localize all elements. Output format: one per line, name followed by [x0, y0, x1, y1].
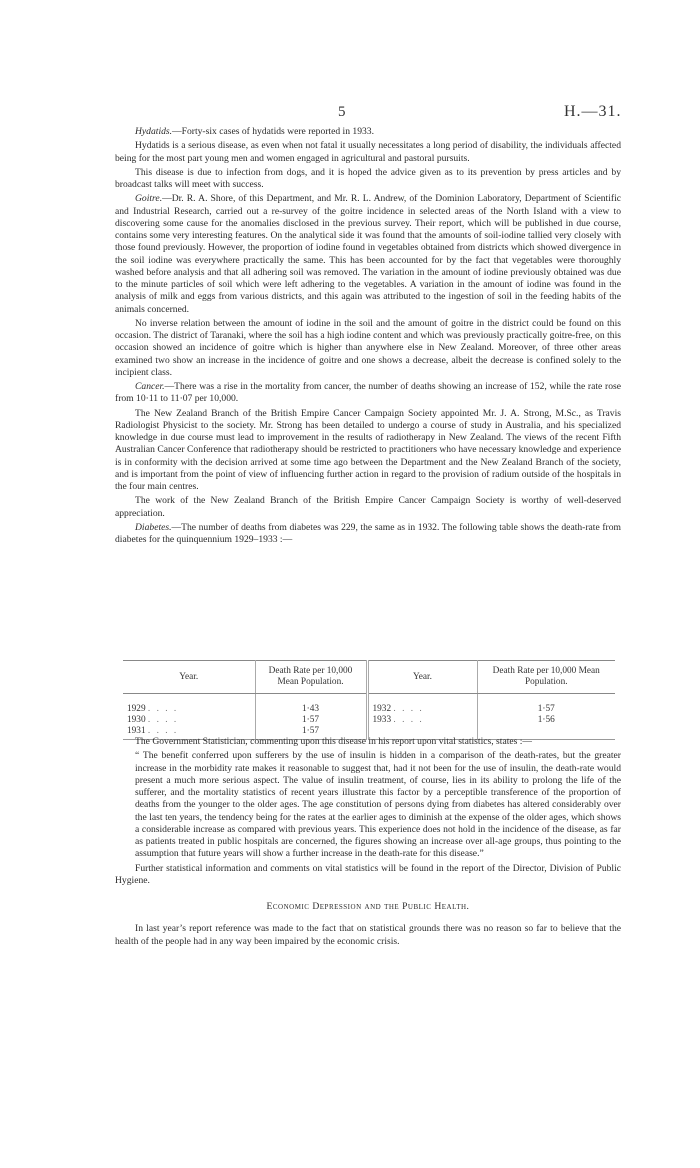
cancer-paragraph-3: The work of the New Zealand Branch of the British Empire Cancer Campaign Society is worthy of well-deserved appreciation.	[115, 495, 621, 519]
table-row: 1931 . . . . 1·57	[123, 726, 615, 740]
table-row: 1930 . . . . 1·57 1933 . . . . 1·56	[123, 715, 615, 726]
main-text	[115, 126, 621, 546]
diabetes-heading: Diabetes.	[135, 521, 172, 533]
column-header-rate-right: Death Rate per 10,000 Mean Population.	[477, 661, 615, 694]
cancer-heading: Cancer.	[135, 381, 165, 392]
rate-cell: 1·56	[537, 715, 555, 725]
year-cell: 1929	[127, 704, 146, 714]
statistician-quote: “ The benefit conferred upon sufferers by the use of insulin is hidden in a comparison of the death-rates, but the greater increase in the morbidity rate makes it reasonable to suggest that, had it not been for the use of insulin, the death-rate would present a much more serious aspect. The value of insulin treatment, of course, lies in its ability to prolong the life of the sufferer, and the mortality statistics of recent years illustrate this factor by a perceptible transference of the proportion of deaths from the younger to the older ages. The age constitution of persons dying from diabetes has altered considerably over the last ten years, the tendency being for the rates at the earlier ages to diminish at the expense of the older ages, which shows a considerable increase as compared with previous years. This experience does not hold in the incidence of the disease, as far as patients treated in public hospitals are concerned, the figures showing an increase over all-age groups, thus pointing to the assumption that future years will show a further increase in the death-rate for this disease.”	[135, 750, 621, 860]
lower-text	[115, 736, 621, 948]
hydatids-paragraph-3: This disease is due to infection from dogs, and it is hoped the advice given as to its prevention by press articles and by broadcast talks will meet with success.	[115, 166, 621, 190]
further-info-paragraph: Further statistical information and comments on vital statistics will be found in the report of the Director, Division of Public Hygiene.	[115, 862, 621, 886]
column-header-rate-left: Death Rate per 10,000 Mean Population.	[255, 661, 367, 694]
hydatids-paragraph-2: Hydatids is a serious disease, as even when not fatal it usually necessitates a long period of disability, the individuals affected being for the most part young men and women engaged in agricultural and pastoral pursuits.	[115, 140, 621, 164]
goitre-heading: Goitre.	[135, 193, 163, 205]
rate-cell: 1·57	[255, 726, 367, 740]
diabetes-death-rate-table	[123, 660, 615, 740]
economic-paragraph: In last year’s report reference was made to the fact that on statistical grounds there was no reason so far to believe that the health of the people had in any way been impaired by the economic crisis.	[115, 923, 621, 947]
year-cell: 1931	[127, 726, 146, 736]
rate-cell: 1·57	[255, 715, 367, 726]
goitre-paragraph: Goitre.—Dr. R. A. Shore, of this Department, and Mr. R. L. Andrew, of the Dominion Laboratory, Department of Scientific and Industrial Research, carried out a re-survey of the goitre incidence in selected areas of the North Island with a view to discovering some cause for the anomalies disclosed in the previous survey. Their report, which will be published in due course, contains some very interesting features. On the analytical side it was found that the amounts of soil-iodine tallied very closely with those found previously. However, the proportion of iodine found in vegetables obtained from districts which showed divergence in the soil iodine was everywhere practically the same. This has been accounted for by the fact that vegetables were thoroughly washed before analysis and that all adhering soil was removed. The variation in the amount of iodine previously obtained was due to the minute particles of soil which were left adhering to the vegetables. A variation in the amount of iodine was found in the analysis of milk and eggs from various districts, and this again was attributed to the ingestion of soil in the feeding habits of the animals concerned.	[115, 193, 621, 315]
section-heading: Economic Depression and the Public Health.	[266, 901, 470, 912]
page-number: 5	[338, 104, 346, 120]
report-code: H.—31.	[564, 103, 622, 120]
year-cell: 1932	[372, 704, 392, 714]
goitre-paragraph-2: No inverse relation between the amount of iodine in the soil and the amount of goitre in the district could be found on this occasion. The district of Taranaki, where the soil has a high iodine content and which was previously practically goitre-free, on this occasion showed an incidence of goitre which is higher than anywhere else in New Zealand. Moreover, of three other areas examined two show an increase in the incidence of goitre and one shows a decrease, albeit the decrease is confined solely to the incipient class.	[115, 317, 621, 378]
hydatids-heading: Hydatids.	[135, 126, 173, 137]
rate-cell: 1·57	[537, 704, 555, 714]
diabetes-paragraph: Diabetes.—The number of deaths from diabetes was 229, the same as in 1932. The following table shows the death-rate from diabetes for the quinquennium 1929–1933 :—	[115, 521, 621, 545]
year-cell: 1930	[127, 715, 146, 725]
column-header-year-right: Year.	[367, 661, 477, 694]
hydatids-paragraph: Hydatids.—Forty-six cases of hydatids were reported in 1933.	[135, 126, 375, 137]
cancer-paragraph: Cancer.—There was a rise in the mortality from cancer, the number of deaths showing an increase of 152, while the rate rose from 10·11 to 11·07 per 10,000.	[115, 381, 621, 405]
year-cell: 1933	[372, 715, 392, 725]
column-header-year-left: Year.	[123, 661, 255, 694]
table-row: 1929 . . . . 1·43 1932 . . . . 1·57	[123, 704, 615, 715]
rate-cell: 1·43	[255, 704, 367, 715]
cancer-paragraph-2: The New Zealand Branch of the British Empire Cancer Campaign Society appointed Mr. J. A. Strong, M.Sc., as Travis Radiologist Physicist to the society. Mr. Strong has been detailed to undergo a course of study in Australia, and his specialized knowledge in due course must lead to improvement in the results of radiotherapy in New Zealand. The views of the recent Fifth Australian Cancer Conference that radiotherapy should be restricted to practitioners who have necessary knowledge and experience is in conformity with the decision arrived at some time ago between the Department and the New Zealand Branch of the society, and is important from the point of view of influencing further action in regard to the provision of radium outside of the hospitals in the four main centres.	[115, 407, 621, 492]
statistician-intro: The Government Statistician, commenting upon this disease in his report upon vital statistics, states :—	[135, 736, 533, 747]
